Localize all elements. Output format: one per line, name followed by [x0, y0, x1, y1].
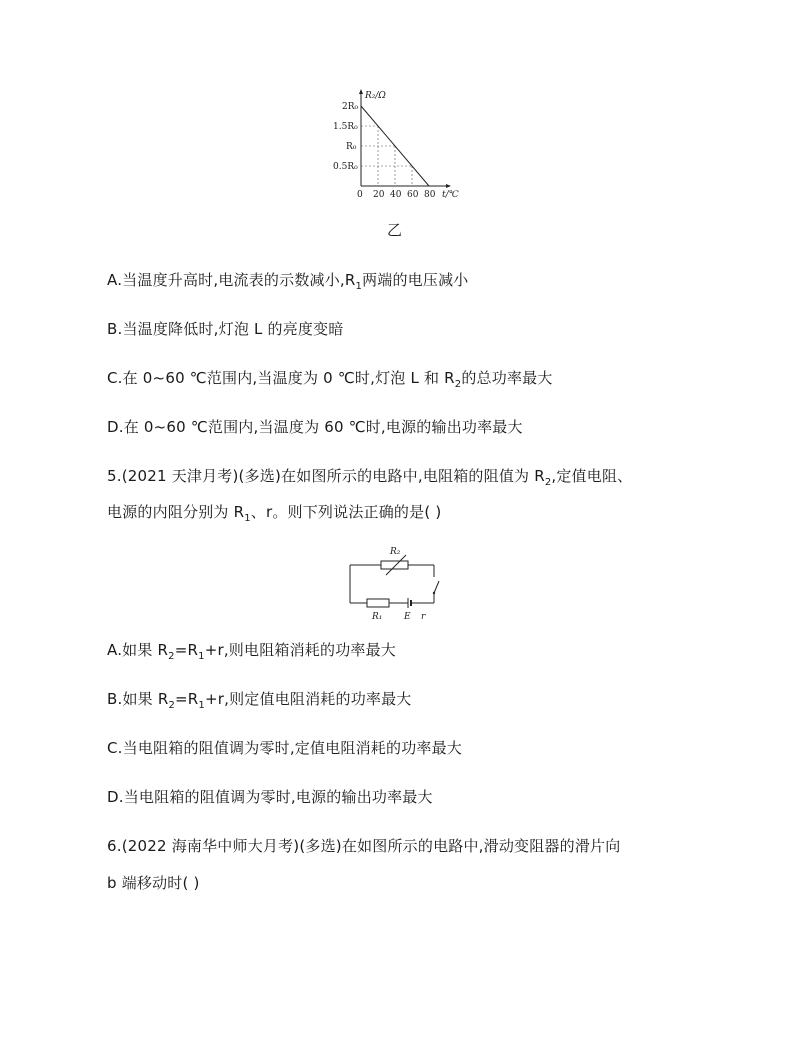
q4-option-b: B.当温度降低时,灯泡 L 的亮度变暗: [107, 320, 344, 338]
label-r1: R₁: [372, 612, 383, 622]
figure-caption: 乙: [387, 221, 403, 239]
q6-stem-line2: b 端移动时( ): [107, 874, 200, 892]
q5-circuit-diagram: [346, 543, 446, 625]
q5-option-c: C.当电阻箱的阻值调为零时,定值电阻消耗的功率最大: [107, 739, 463, 757]
graph-guides: [361, 126, 412, 186]
label-e: E: [404, 612, 411, 622]
y-axis-label: R₂/Ω: [365, 91, 386, 101]
q5-stem-line2: 电源的内阻分别为 $R_1$、r。则下列说法正确的是( ): [107, 503, 442, 524]
resistor-r2: [381, 561, 408, 569]
y-tick-1-5r0: 1.5R₀: [333, 122, 358, 132]
q4-option-d: D.在 0~60 ℃范围内,当温度为 60 ℃时,电源的输出功率最大: [107, 418, 523, 436]
resistor-r1: [367, 599, 389, 607]
label-r2: R₂: [390, 547, 401, 557]
switch: [434, 581, 439, 593]
q4-option-c: C.在 0~60 ℃范围内,当温度为 0 ℃时,灯泡 L 和 $R_2$的总功率最大: [107, 369, 553, 390]
x-tick-60: 60: [407, 190, 419, 198]
x-tick-40: 40: [390, 190, 402, 198]
label-r: r: [421, 612, 426, 622]
x-tick-20: 20: [373, 190, 385, 198]
graph-axes: [359, 89, 451, 188]
resistance-temperature-graph: [328, 86, 468, 198]
x-axis-label: t/℃: [442, 190, 459, 198]
x-tick-0: 0: [357, 190, 363, 198]
q5-option-b: B.如果 $R_2=R_1+r$,则定值电阻消耗的功率最大: [107, 690, 412, 711]
y-tick-0-5r0: 0.5R₀: [333, 162, 358, 172]
q5-option-a: A.如果 $R_2=R_1+r$,则电阻箱消耗的功率最大: [107, 641, 396, 662]
y-tick-r0: R₀: [346, 142, 357, 152]
q6-stem-line1: 6.(2022 海南华中师大月考)(多选)在如图所示的电路中,滑动变阻器的滑片向: [107, 837, 621, 855]
q4-option-a: A.当温度升高时,电流表的示数减小$,R_1$两端的电压减小: [107, 271, 469, 292]
q5-stem-line1: 5.(2021 天津月考)(多选)在如图所示的电路中,电阻箱的阻值为 $R_2$,定值电阻、: [107, 467, 633, 488]
q5-option-d: D.当电阻箱的阻值调为零时,电源的输出功率最大: [107, 788, 433, 806]
x-tick-80: 80: [424, 190, 436, 198]
y-tick-2r0: 2R₀: [342, 102, 359, 112]
